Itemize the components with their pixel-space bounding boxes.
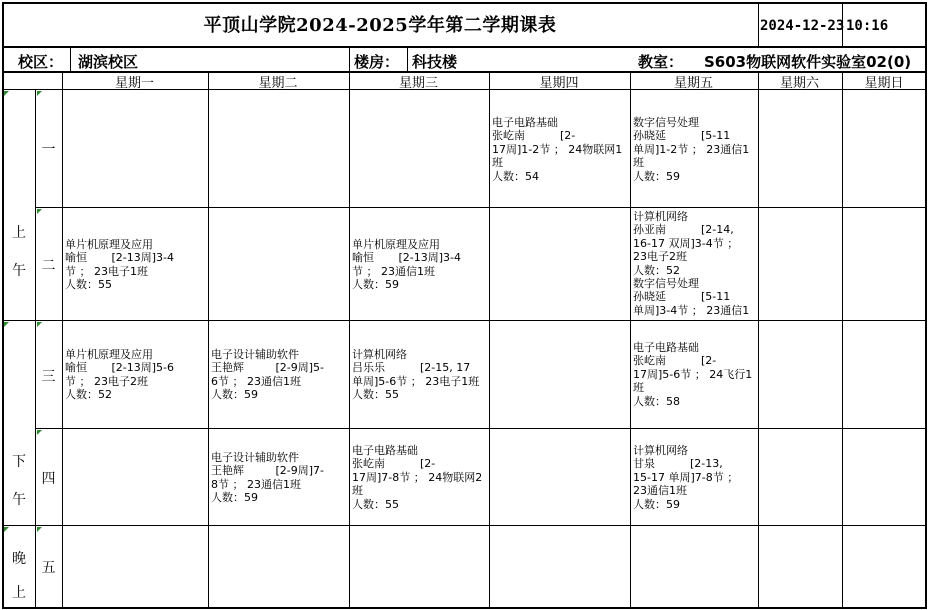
- course-line: 计算机网络: [352, 348, 407, 361]
- period-1: 一: [41, 142, 56, 158]
- grid-line-v: [842, 2, 843, 47]
- print-date: 2024-12-23: [760, 18, 845, 34]
- course-line: 单片机原理及应用: [352, 238, 440, 251]
- course-line: 班: [352, 484, 363, 498]
- course-line: 张屹南 [2-: [633, 354, 717, 368]
- page-title: 平顶山学院2024-2025学年第二学期课表: [203, 15, 557, 36]
- cell-marker-icon: [37, 209, 42, 214]
- grid-line-v: [70, 47, 71, 71]
- grid-line-h: [35, 207, 926, 208]
- course-line: 人数：54: [492, 169, 539, 183]
- course-line: 人数：59: [211, 388, 258, 402]
- course-line: 17周]7-8节 ； 24物联网2: [352, 470, 483, 484]
- course-cell[interactable]: [63, 348, 207, 428]
- course-line: 人数：52: [65, 388, 112, 402]
- course-cell[interactable]: [350, 238, 488, 320]
- course-line: 计算机网络: [633, 210, 688, 223]
- course-line: 电子设计辅助软件: [211, 451, 299, 464]
- day-header-tue: 星期二: [258, 76, 298, 91]
- course-cell[interactable]: [631, 444, 757, 525]
- grid-border-top: [2, 2, 926, 4]
- course-line: 张屹南 [2-: [352, 457, 436, 471]
- course-cell[interactable]: [490, 116, 629, 208]
- course-cell[interactable]: [209, 451, 348, 525]
- course-line: 单片机原理及应用: [65, 348, 153, 361]
- course-line: 孙晓延 [5-11: [633, 129, 731, 143]
- half-afternoon: [4, 451, 34, 511]
- building-label: 楼房：: [354, 53, 400, 71]
- cell-marker-icon: [37, 91, 42, 96]
- grid-line-h: [2, 89, 926, 90]
- period-3: 三: [41, 368, 56, 385]
- course-line: 人数：55: [352, 388, 399, 402]
- course-line: 电子电路基础: [352, 444, 418, 457]
- day-header-fri: 星期五: [673, 76, 713, 91]
- course-line: 人数：58: [633, 394, 680, 408]
- course-line: 单片机原理及应用: [65, 238, 153, 251]
- grid-line-v: [208, 72, 209, 608]
- grid-line-v: [349, 47, 350, 71]
- day-header-sun: 星期日: [864, 76, 904, 91]
- course-line: 人数：59: [633, 497, 680, 511]
- half-evening: [4, 548, 34, 604]
- course-line: 电子设计辅助软件: [211, 348, 299, 361]
- course-line: 23通信1班: [633, 484, 687, 498]
- course-line: 15-17 单周]7-8节 ；: [633, 470, 739, 484]
- print-time: 10:16: [846, 18, 889, 34]
- course-line: 6节 ； 23通信1班: [211, 374, 301, 388]
- course-line: 班: [492, 156, 503, 170]
- course-line: 节 ； 23电子2班: [65, 374, 148, 388]
- course-line: 人数：59: [211, 491, 258, 505]
- cell-marker-icon: [4, 322, 9, 327]
- half-evening-char-2: 上: [12, 585, 26, 601]
- course-line: 王艳辉 [2-9周]7-: [211, 464, 324, 478]
- course-line: 人数：59: [352, 278, 399, 292]
- room-value: S603物联网软件实验室02(0): [704, 53, 912, 71]
- campus-label: 校区：: [18, 53, 64, 71]
- course-line: 节 ； 23通信1班: [352, 264, 435, 278]
- course-line: 人数：52: [633, 263, 680, 277]
- grid-line-h: [35, 428, 926, 429]
- course-line: 数字信号处理: [633, 116, 699, 129]
- grid-line-v: [62, 72, 63, 608]
- grid-line-v: [489, 72, 490, 608]
- course-line: 计算机网络: [633, 444, 688, 457]
- course-line: 甘泉 [2-13,: [633, 457, 723, 471]
- cell-marker-icon: [37, 322, 42, 327]
- day-header-wed: 星期三: [398, 76, 438, 91]
- grid-line-v: [758, 72, 759, 608]
- course-cell[interactable]: [631, 116, 757, 208]
- course-cell[interactable]: [209, 348, 348, 428]
- course-line: 班: [633, 156, 644, 170]
- grid-line-v: [35, 89, 36, 608]
- course-cell[interactable]: [350, 348, 488, 428]
- course-line: 23电子2班: [633, 250, 687, 264]
- half-morning-char-1: 上: [12, 225, 26, 241]
- grid-border-bottom: [2, 607, 926, 609]
- grid-line-h: [2, 46, 926, 48]
- grid-line-v: [630, 72, 631, 608]
- course-line: 16-17 双周]3-4节 ；: [633, 236, 739, 250]
- grid-line-v: [842, 72, 843, 608]
- course-line: 数字信号处理: [633, 277, 699, 291]
- half-afternoon-char-1: 下: [12, 454, 26, 470]
- cell-marker-icon: [37, 527, 42, 532]
- grid-line-h: [2, 525, 926, 526]
- room-label: 教室：: [638, 53, 684, 71]
- cell-marker-icon: [4, 91, 9, 96]
- course-line: 喻恒 [2-13周]5-6: [65, 361, 174, 375]
- course-line: 单周]1-2节 ； 23通信1: [633, 142, 750, 156]
- period-2: 二: [41, 258, 56, 274]
- half-afternoon-char-2: 午: [12, 492, 26, 508]
- course-line: 17周]5-6节 ； 24飞行1: [633, 367, 753, 381]
- course-line: 17周]1-2节 ； 24物联网1: [492, 142, 623, 156]
- course-line: 吕乐乐 [2-15, 17: [352, 361, 471, 375]
- grid-line-h: [2, 320, 926, 321]
- campus-value: 湖滨校区: [78, 53, 139, 71]
- half-morning-char-2: 午: [12, 263, 26, 279]
- course-cell[interactable]: [631, 341, 757, 428]
- half-evening-char-1: 晚: [12, 551, 26, 567]
- course-line: 孙晓延 [5-11: [633, 290, 731, 304]
- course-line: 王艳辉 [2-9周]5-: [211, 361, 324, 375]
- course-line: 电子电路基础: [633, 341, 699, 354]
- grid-line-v: [349, 72, 350, 608]
- course-line: 电子电路基础: [492, 116, 558, 129]
- half-morning: [4, 222, 34, 282]
- course-line: 节 ； 23电子1班: [65, 264, 148, 278]
- cell-marker-icon: [4, 527, 9, 532]
- course-line: 喻恒 [2-13周]3-4: [65, 251, 174, 265]
- grid-line-h: [2, 71, 926, 73]
- period-5: 五: [41, 560, 56, 576]
- course-line: 人数：55: [65, 278, 112, 292]
- cell-marker-icon: [37, 430, 42, 435]
- day-header-thu: 星期四: [539, 76, 579, 91]
- course-cell[interactable]: [631, 210, 757, 320]
- building-value: 科技楼: [412, 53, 458, 71]
- day-header-mon: 星期一: [114, 76, 154, 91]
- course-line: 单周]3-4节 ； 23通信1: [633, 303, 750, 317]
- course-line: 人数：55: [352, 497, 399, 511]
- grid-border-right: [925, 2, 927, 609]
- course-line: 班: [633, 381, 644, 395]
- course-line: 单周]5-6节 ； 23电子1班: [352, 374, 480, 388]
- course-line: 人数：59: [633, 169, 680, 183]
- course-line: 张屹南 [2-: [492, 129, 576, 143]
- grid-line-v: [407, 47, 408, 71]
- course-cell[interactable]: [63, 238, 207, 320]
- course-line: 8节 ； 23通信1班: [211, 477, 301, 491]
- course-cell[interactable]: [350, 444, 488, 525]
- course-line: 孙亚南 [2-14,: [633, 223, 734, 237]
- course-line: 喻恒 [2-13周]3-4: [352, 251, 461, 265]
- period-4: 四: [41, 470, 56, 487]
- day-header-sat: 星期六: [779, 76, 819, 91]
- grid-line-v: [758, 2, 759, 47]
